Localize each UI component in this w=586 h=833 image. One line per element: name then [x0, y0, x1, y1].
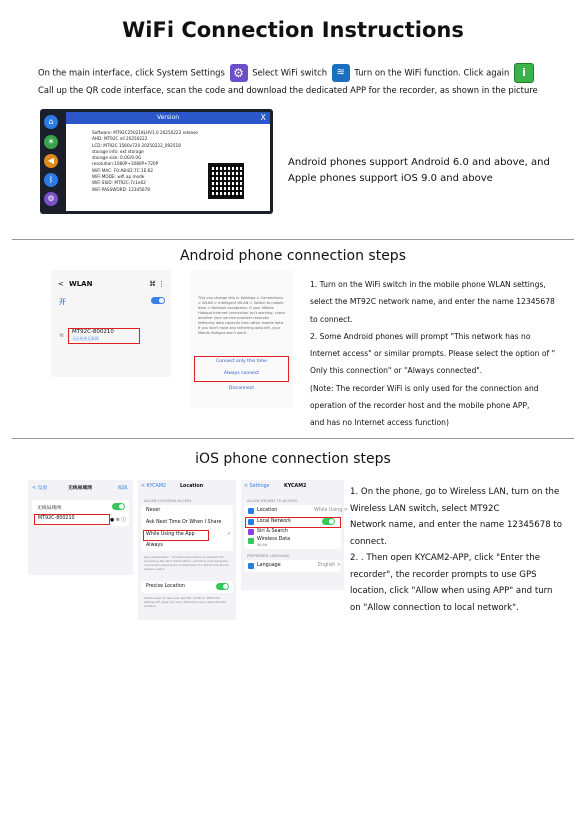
step-line: to connect.: [310, 314, 353, 324]
step-line: on "Allow connection to local network".: [350, 602, 519, 613]
ios-kycam-screenshot: [241, 480, 348, 590]
screen-title: Location: [180, 484, 204, 489]
device-screenshot: [40, 109, 273, 214]
ios-location-screenshot: [138, 480, 236, 620]
section-label: ALLOW KYCAM2 TO ACCESS: [247, 499, 297, 503]
row-wireless-data-sub: WLAN: [257, 543, 268, 547]
screen-title: 无线局域网: [68, 486, 92, 491]
wlan-on-label: 开: [59, 298, 66, 306]
ios-wlan-screenshot: [28, 480, 133, 575]
network-name: MT92C-800210: [38, 516, 75, 521]
local-network-toggle: [322, 518, 335, 525]
android-heading: Android phone connection steps: [179, 248, 406, 264]
location-options: [141, 505, 233, 551]
android-dialog-screenshot: [190, 270, 293, 408]
version-title: Version: [156, 114, 180, 121]
option-always: Always: [146, 543, 163, 548]
always-connect-option: Always connect: [223, 371, 260, 376]
step-line: location, click "Allow when using APP" and turn: [350, 586, 553, 596]
android-steps: [310, 276, 572, 432]
section-label: ALLOW LOCATION ACCESS: [144, 499, 192, 503]
android-ios-support-note: Android phones support Android 6.0 and above, and Apple phones support iOS 9.0 and above: [288, 157, 550, 184]
close-icon: X: [260, 113, 266, 122]
info-line: storage info: ext storage: [92, 148, 144, 154]
row-siri: Siri & Search: [257, 529, 288, 534]
section-label: PREFERRED LANGUAGE: [247, 554, 290, 558]
step-line: recorder", the recorder prompts to use GPS: [350, 569, 537, 580]
home-icon: ⌂: [44, 115, 58, 129]
scan-icon: ⌘ ⋮: [149, 280, 166, 288]
info-line: LCD: MT92C 1560x720 20250222_092518: [92, 142, 181, 148]
siri-icon: [248, 529, 254, 537]
option-never: Never: [146, 508, 161, 513]
local-network-icon: [248, 519, 254, 527]
precise-location-card: [141, 581, 233, 593]
step-line: operation of the recorder host and the mobile phone APP,: [310, 401, 530, 411]
checkmark-icon: ✓: [227, 532, 232, 537]
step-line: Network name, and enter the name 12345678 to: [350, 520, 563, 530]
intro-text: [38, 63, 558, 97]
intro-part-4: Call up the QR code interface, scan the code and download the dedicated APP for the recorder, as shown in the picture: [38, 85, 538, 95]
ios-heading: iOS phone connection steps: [195, 451, 391, 467]
brightness-icon: ☀: [44, 135, 58, 149]
ios-steps: [350, 484, 580, 616]
language-card: [244, 560, 341, 572]
row-language-value: English >: [318, 563, 341, 568]
wifi-icon: ≋: [332, 64, 350, 82]
page-title: WiFi Connection Instructions: [122, 18, 464, 42]
settings-card: [32, 500, 129, 526]
back-icon: <: [58, 280, 64, 288]
wlan-toggle: [151, 297, 165, 304]
row-location: Location: [257, 508, 278, 513]
lock-wifi-info-icon: ● ≋ ⓘ: [110, 518, 127, 523]
divider: [12, 438, 574, 439]
step-line: 1. On the phone, go to Wireless LAN, turn on the: [350, 487, 560, 497]
info-line: AHD: MT92C nll 20250222: [92, 136, 148, 142]
location-icon: [248, 508, 254, 516]
settings-icon: ⚙: [230, 64, 248, 82]
row-local-network: Local Network: [257, 519, 291, 524]
info-line: Software: MT92C250218LHV1.0 20250222 release: [92, 130, 198, 135]
intro-part-1: On the main interface, click System Settings: [38, 67, 225, 78]
version-panel: [66, 112, 270, 211]
back-link: < 设置: [32, 486, 48, 491]
bluetooth-icon: ᛒ: [44, 173, 58, 187]
wifi-icon: ≋: [59, 332, 65, 339]
step-line: 1. Turn on the WiFi switch in the mobile phone WLAN settings,: [310, 280, 546, 289]
version-header: [66, 112, 270, 124]
qr-code-icon: [208, 163, 244, 199]
step-line: and has no Internet access function): [310, 418, 449, 428]
volume-icon: ◀: [44, 154, 58, 168]
version-info: [92, 130, 198, 193]
step-line: 2. . Then open KYCAM2-APP, click "Enter the: [350, 553, 541, 563]
edit-link: 编辑: [118, 486, 128, 491]
info-line: storage size: 0.0G/0.0G: [92, 155, 142, 161]
step-line: Wireless LAN switch, select MT92C: [350, 503, 500, 514]
screen-title: KYCAM2: [284, 484, 307, 489]
row-language: Language: [257, 563, 281, 568]
step-line: (Note: The recorder WiFi is only used for the connection and: [310, 383, 539, 393]
device-sidebar: [40, 109, 62, 214]
info-line: WiFi MODE: wifi ap mode: [92, 174, 145, 180]
dialog-text: This can change this in Settings > Connections > WLAN > Intelligent WLAN > Switch to mobile data > Network exceptions. If your Mobile Hotspot Internet connection isn't working, check whether your service provider reserves tethering data capacity from other mobile data. If you don't have any tethering data left, your Mobile Hotspot won't work.: [198, 296, 286, 335]
option-while-using: While Using the App: [146, 532, 195, 537]
step-line: select the MT92C network name, and enter the name 12345678: [310, 297, 555, 307]
precise-note: Allows apps to use your specific location. With this setting off, apps can only determine your approximate location.: [144, 596, 227, 608]
step-line: Only this connection" or "Always connected".: [310, 366, 483, 376]
back-link: < KYCAM2: [141, 484, 167, 489]
wireless-data-icon: [248, 538, 254, 546]
wlan-title: WLAN: [69, 280, 93, 288]
settings-icon: ⚙: [44, 192, 58, 206]
info-line: WiFi PASSWORD: 12345678: [92, 186, 150, 192]
info-icon: i: [514, 63, 534, 83]
option-ask: Ask Next Time Or When I Share: [146, 520, 222, 525]
row-wireless-data: Wireless Data: [257, 537, 291, 542]
disconnect-option: Disconnect: [229, 386, 254, 391]
divider: [12, 239, 574, 240]
location-note: App explanation: "Location permission is required for accessing the Wi-Fi information, and thus improving the connection experience of Dashcam for iOS13 and above system users": [144, 555, 229, 571]
precise-toggle: [216, 583, 229, 590]
precise-label: Precise Location: [146, 584, 185, 589]
network-name: MT92C-800210: [72, 329, 114, 335]
row-label: 无线局域网: [37, 506, 61, 511]
network-status: 无法连接互联网: [72, 336, 99, 341]
row-location-value: While Using >: [314, 508, 348, 513]
language-icon: [248, 563, 254, 571]
info-line: resolution:1080P+1080P+720P: [92, 161, 159, 167]
info-line: WiFi SSID: MT92C-7c1e62: [92, 180, 146, 186]
android-wlan-screenshot: [51, 270, 171, 377]
intro-part-2: Select WiFi switch: [252, 67, 328, 78]
app-permissions: [244, 505, 348, 549]
step-line: Internet access" or similar prompts. Please select the option of ": [310, 349, 556, 359]
wlan-toggle: [112, 503, 125, 510]
step-line: connect.: [350, 536, 387, 547]
connect-once-option: Connect only this time: [216, 359, 267, 364]
info-line: WiFi MAC: F0:A8:82:7C:1E:62: [92, 167, 154, 173]
step-line: 2. Some Android phones will prompt "This network has no: [310, 331, 531, 341]
intro-part-3: Turn on the WiFi function. Click again: [354, 67, 510, 78]
back-link: < Settings: [244, 484, 270, 489]
